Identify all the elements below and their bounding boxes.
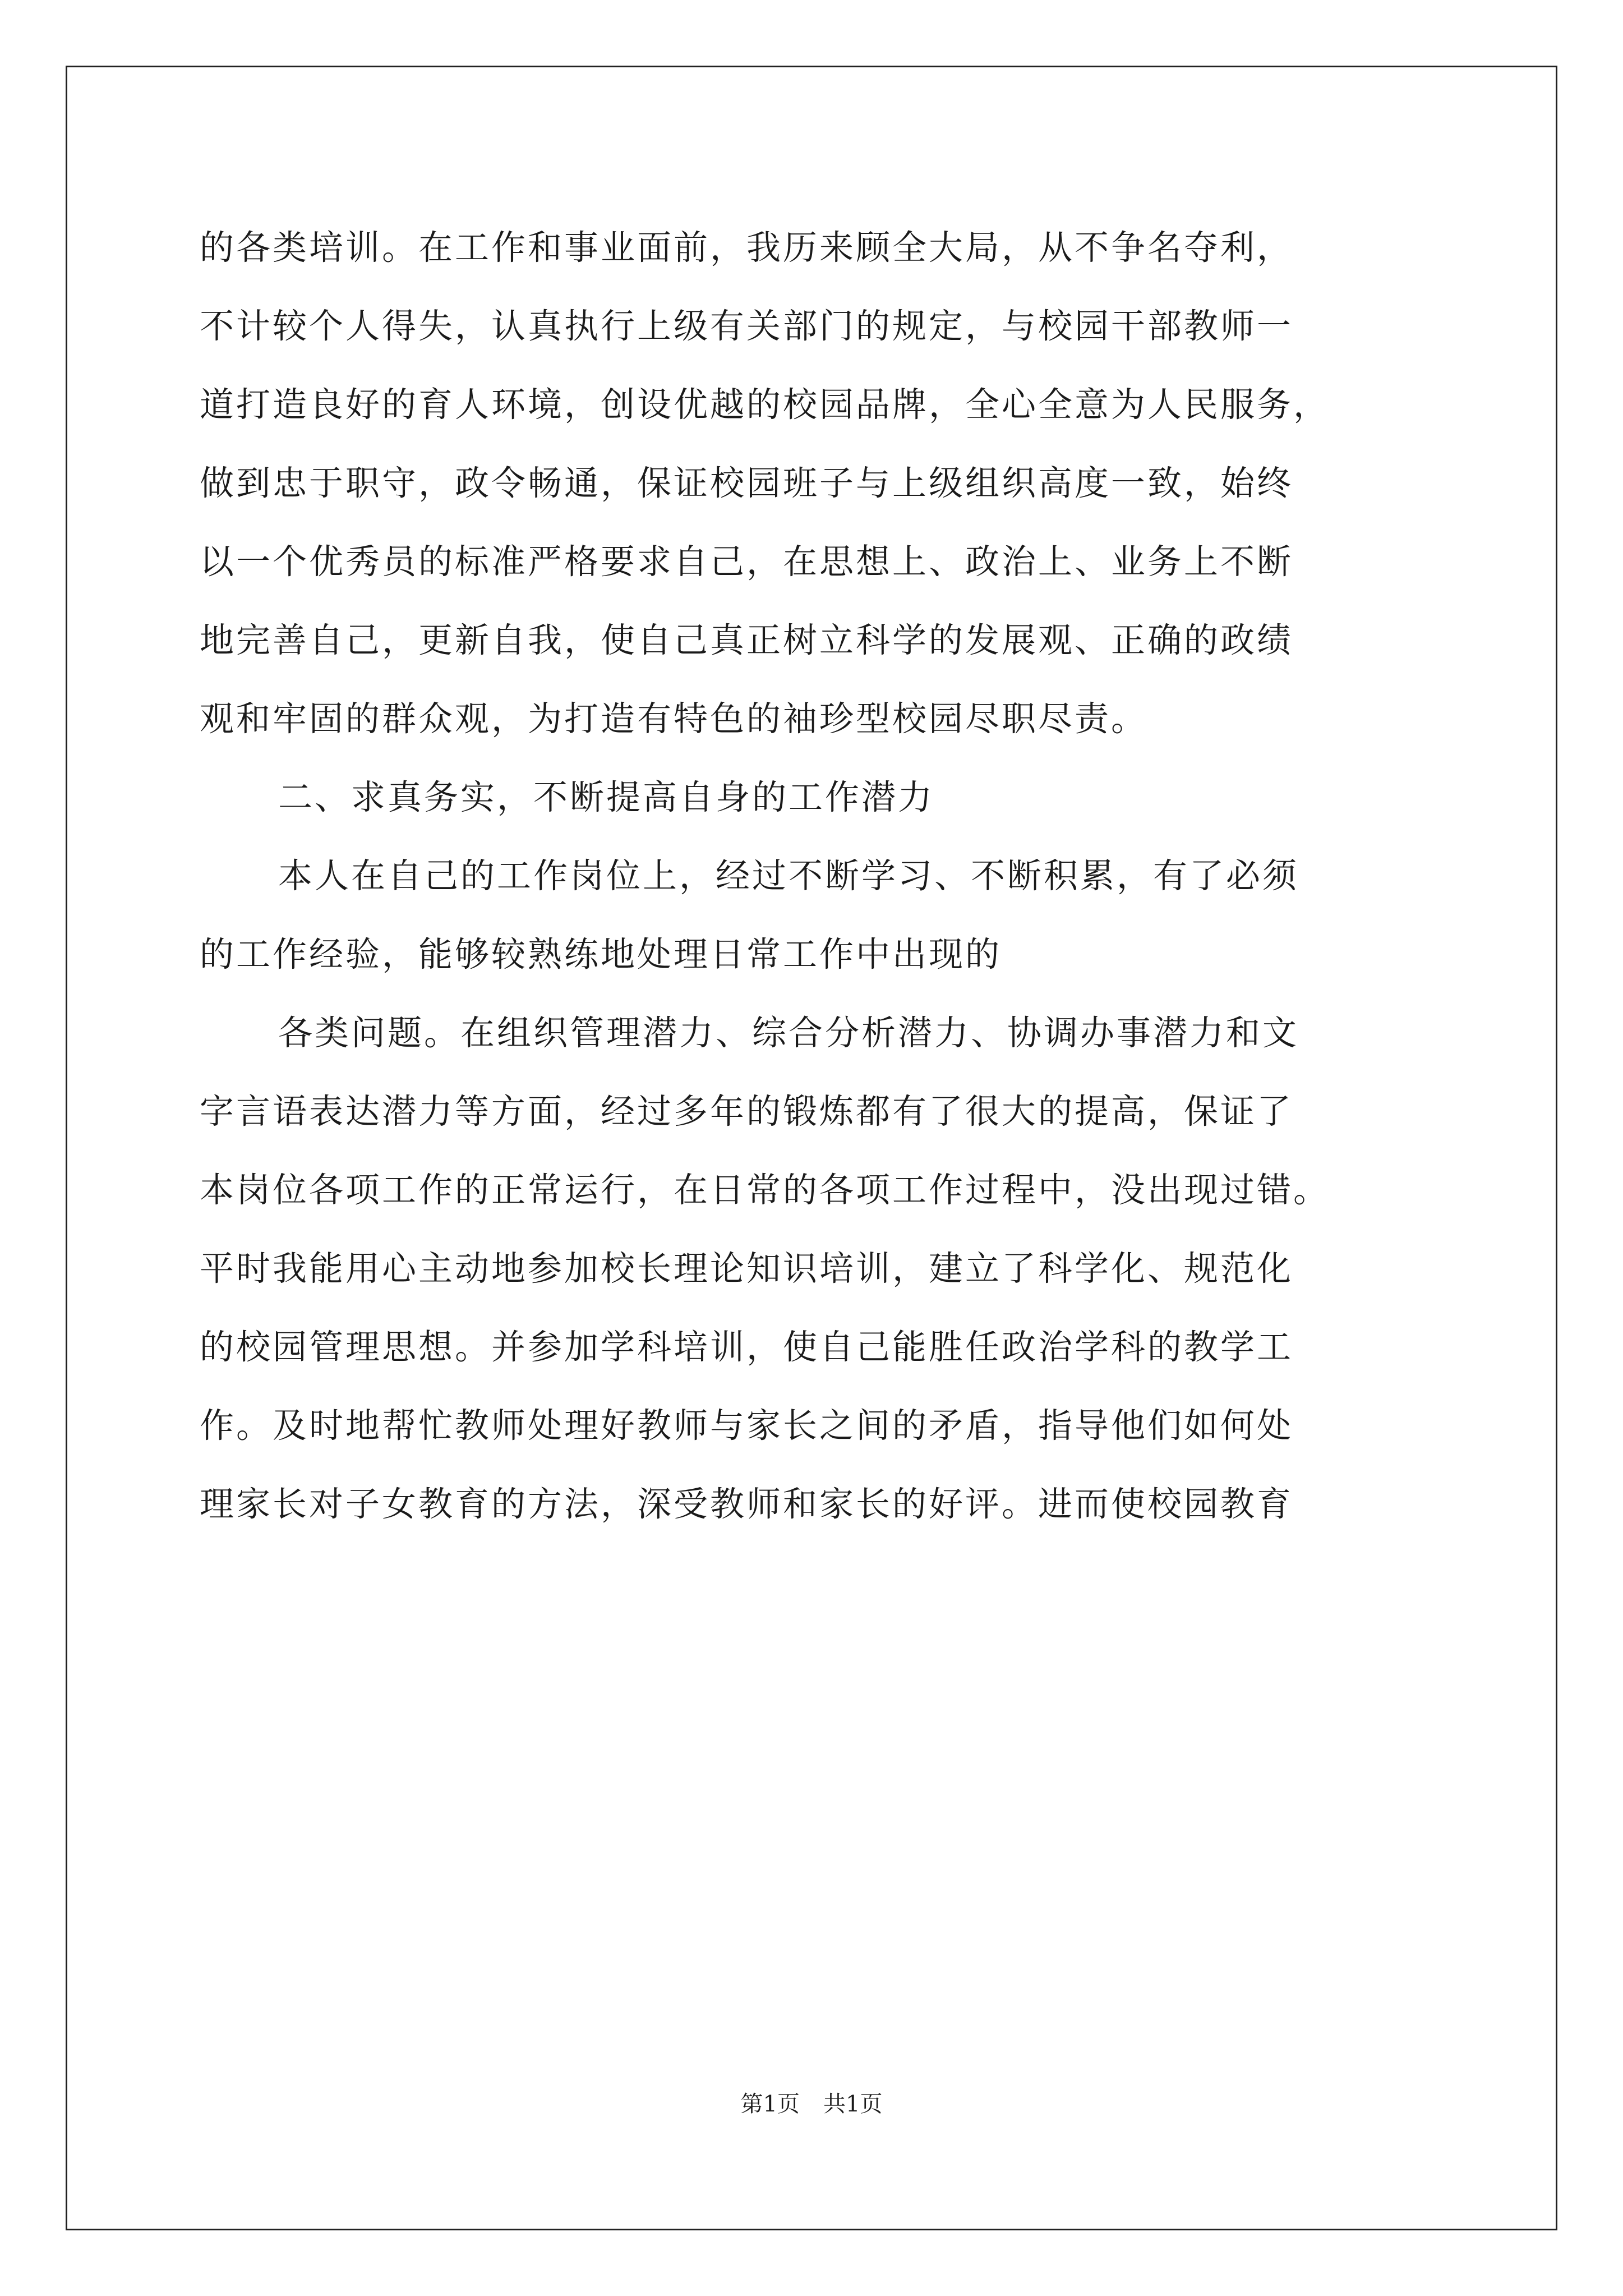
section-heading: 二、求真务实，不断提高自身的工作潜力 — [278, 777, 935, 817]
body-text-line: 做到忠于职守，政令畅通，保证校园班子与上级组织高度一致，始终 — [200, 463, 1294, 503]
body-text-line: 理家长对子女教育的方法，深受教师和家长的好评。进而使校园教育 — [200, 1484, 1294, 1524]
body-text-line: 作。及时地帮忙教师处理好教师与家长之间的矛盾，指导他们如何处 — [200, 1406, 1294, 1446]
body-text-line: 地完善自己，更新自我，使自己真正树立科学的发展观、正确的政绩 — [200, 620, 1294, 660]
body-text-line: 的各类培训。在工作和事业面前，我历来顾全大局，从不争名夺利， — [200, 228, 1294, 268]
body-text-line: 本人在自己的工作岗位上，经过不断学习、不断积累，有了必须 — [278, 856, 1299, 896]
body-text-line: 的校园管理思想。并参加学科培训，使自己能胜任政治学科的教学工 — [200, 1327, 1294, 1367]
body-text-line: 各类问题。在组织管理潜力、综合分析潜力、协调办事潜力和文 — [278, 1013, 1299, 1053]
page-total: 共1页 — [823, 2091, 883, 2117]
body-text-line: 的工作经验，能够较熟练地处理日常工作中出现的 — [200, 935, 1002, 974]
body-text-line: 以一个优秀员的标准严格要求自己，在思想上、政治上、业务上不断 — [200, 542, 1294, 582]
body-text-line: 道打造良好的育人环境，创设优越的校园品牌，全心全意为人民服务， — [200, 385, 1330, 425]
body-text-line: 观和牢固的群众观，为打造有特色的袖珍型校园尽职尽责。 — [200, 699, 1148, 739]
body-text-line: 不计较个人得失，认真执行上级有关部门的规定，与校园干部教师一 — [200, 306, 1294, 346]
body-text-line: 平时我能用心主动地参加校长理论知识培训，建立了科学化、规范化 — [200, 1249, 1294, 1289]
body-text-line: 本岗位各项工作的正常运行，在日常的各项工作过程中，没出现过错。 — [200, 1170, 1330, 1210]
body-text-line: 字言语表达潜力等方面，经过多年的锻炼都有了很大的提高，保证了 — [200, 1092, 1294, 1131]
page-number: 第1页 — [740, 2091, 800, 2117]
page-footer — [0, 2090, 1623, 2118]
